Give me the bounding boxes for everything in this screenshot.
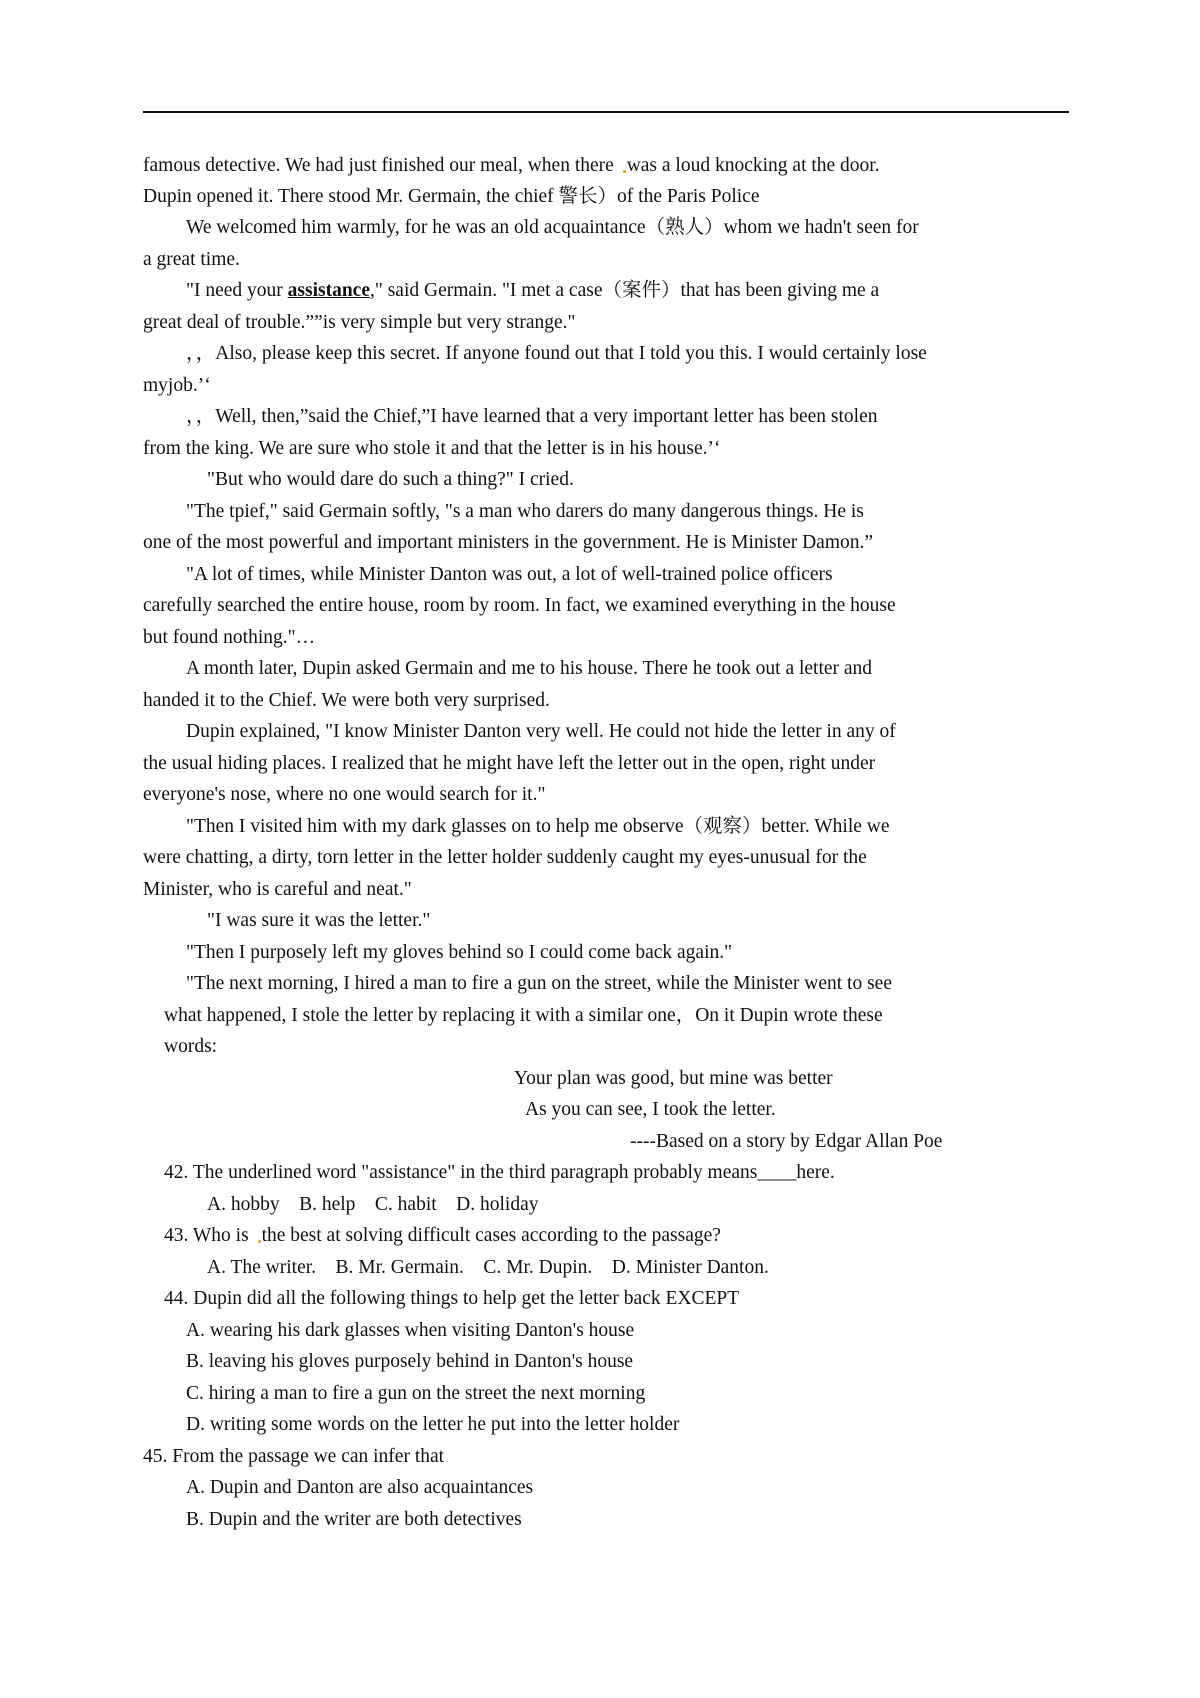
note-line: Your plan was good, but mine was better — [514, 1068, 833, 1089]
text-line: what happened, I stole the letter by replacing it with a similar one，On it Dupin wrote these — [164, 1005, 883, 1026]
question-42-options: A. hobby B. help C. habit D. holiday — [207, 1194, 539, 1215]
text-line: myjob.’‘ — [143, 375, 211, 396]
highlight-dot-icon — [258, 1240, 261, 1243]
text-line: "The tpief," said Germain softly, "s a man who darers do many dangerous things. He is — [186, 501, 864, 522]
text-line: Dupin explained, "I know Minister Danton very well. He could not hide the letter in any of — [186, 721, 896, 742]
option-a: A. Dupin and Danton are also acquaintances — [186, 1477, 534, 1498]
text-line: "I need your assistance," said Germain. "I met a case（案件）that has been giving me a — [186, 280, 880, 301]
text-line: one of the most powerful and important ministers in the government. He is Minister Damon.” — [143, 532, 874, 553]
text-line: "The next morning, I hired a man to fire a gun on the street, while the Minister went to see — [186, 973, 892, 994]
text-line: the usual hiding places. I realized that he might have left the letter out in the open, right under — [143, 753, 876, 774]
header-rule — [143, 111, 1069, 113]
text-line: a great time. — [143, 249, 240, 270]
text-line: We welcomed him warmly, for he was an old acquaintance（熟人）whom we hadn't seen for — [186, 217, 919, 238]
text-line: "I was sure it was the letter." — [207, 910, 431, 931]
text-line: from the king. We are sure who stole it and that the letter is in his house.’‘ — [143, 438, 721, 459]
question-44: 44. Dupin did all the following things to help get the letter back EXCEPT — [164, 1288, 740, 1309]
question-45: 45. From the passage we can infer that — [143, 1446, 445, 1467]
text-line: ，，Well, then,”said the Chief,”I have learned that a very important letter has been stolen — [186, 406, 878, 427]
option-c: C. hiring a man to fire a gun on the street the next morning — [186, 1383, 646, 1404]
note-line: As you can see, I took the letter. — [525, 1099, 776, 1120]
text-line: handed it to the Chief. We were both very surprised. — [143, 690, 550, 711]
underlined-word: assistance — [287, 280, 370, 301]
text-line: Minister, who is careful and neat." — [143, 879, 412, 900]
question-43-options: A. The writer. B. Mr. Germain. C. Mr. Dupin. D. Minister Danton. — [207, 1257, 769, 1278]
text-line: "Then I purposely left my gloves behind so I could come back again." — [186, 942, 733, 963]
text-line: "But who would dare do such a thing?" I cried. — [207, 469, 574, 490]
text-line: famous detective. We had just finished our meal, when there was a loud knocking at the door. — [143, 155, 880, 176]
highlight-dot-icon — [623, 170, 626, 173]
option-d: D. writing some words on the letter he put into the letter holder — [186, 1414, 680, 1435]
source-credit: ----Based on a story by Edgar Allan Poe — [630, 1131, 943, 1152]
option-b: B. Dupin and the writer are both detectives — [186, 1509, 522, 1530]
text-line: "A lot of times, while Minister Danton was out, a lot of well-trained police officers — [186, 564, 833, 585]
text-line: "Then I visited him with my dark glasses on to help me observe（观察）better. While we — [186, 816, 890, 837]
option-a: A. wearing his dark glasses when visiting Danton's house — [186, 1320, 635, 1341]
question-43: 43. Who is the best at solving difficult cases according to the passage? — [164, 1225, 721, 1246]
text-line: A month later, Dupin asked Germain and me to his house. There he took out a letter and — [186, 658, 873, 679]
text-line: ，，Also, please keep this secret. If anyone found out that I told you this. I would certainly lose — [186, 343, 927, 364]
question-42: 42. The underlined word "assistance" in the third paragraph probably means____here. — [164, 1162, 835, 1183]
text-line: carefully searched the entire house, room by room. In fact, we examined everything in the house — [143, 595, 896, 616]
text-line: but found nothing."… — [143, 627, 316, 648]
text-line: everyone's nose, where no one would search for it." — [143, 784, 546, 805]
text-line: words: — [164, 1036, 218, 1057]
text-line: Dupin opened it. There stood Mr. Germain, the chief 警长）of the Paris Police — [143, 186, 760, 207]
option-b: B. leaving his gloves purposely behind in Danton's house — [186, 1351, 634, 1372]
text-line: were chatting, a dirty, torn letter in the letter holder suddenly caught my eyes-unusual for the — [143, 847, 867, 868]
text-line: great deal of trouble.””is very simple but very strange." — [143, 312, 576, 333]
